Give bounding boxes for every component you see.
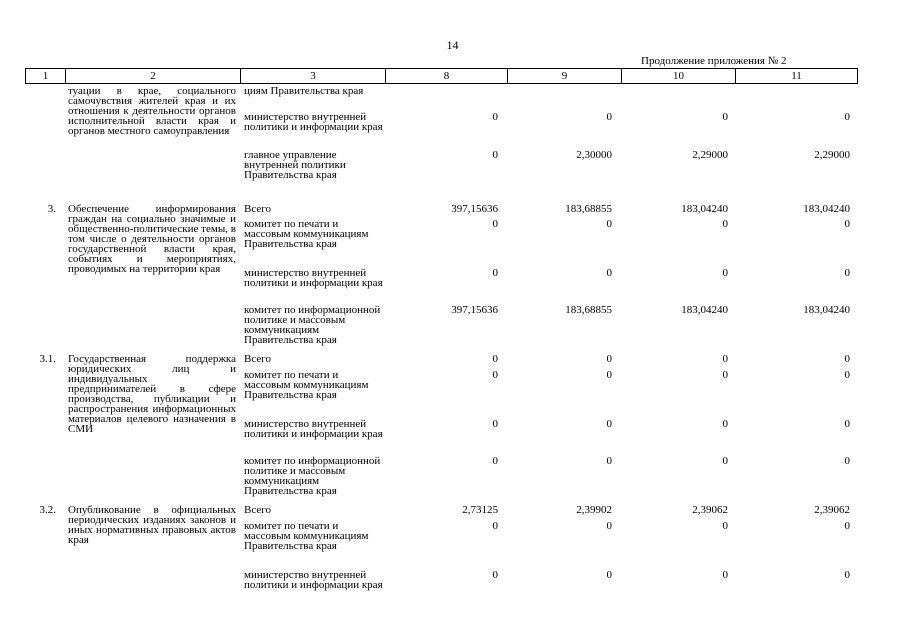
row-organization: комитет по печати и массовым коммуникациям Правительства края <box>244 520 369 552</box>
value-col-9: 0 <box>606 267 612 279</box>
row-description: туации в крае, социального самочувствия жителей края и их отношения к деятельности органов исполнительной власти края и органов местного самоуправления <box>68 85 236 137</box>
value-col-9: 0 <box>606 111 612 123</box>
value-col-11: 0 <box>844 111 850 123</box>
value-col-11: 0 <box>844 520 850 532</box>
value-col-10: 0 <box>722 267 728 279</box>
value-col-11: 0 <box>844 418 850 430</box>
value-col-11: 183,04240 <box>803 203 850 215</box>
column-header-row <box>26 69 858 84</box>
value-col-11: 0 <box>844 267 850 279</box>
row-description: Опубликование в официальных периодических изданиях законов и иных нормативных правовых актов края <box>68 504 236 546</box>
continuation-note: Продолжение приложения № 2 <box>641 55 787 67</box>
value-col-10: 0 <box>722 569 728 581</box>
column-header: 10 <box>622 69 736 84</box>
value-col-11: 0 <box>844 455 850 467</box>
value-col-8: 0 <box>492 418 498 430</box>
value-col-11: 0 <box>844 569 850 581</box>
column-header: 9 <box>508 69 622 84</box>
value-col-10: 0 <box>722 111 728 123</box>
value-col-8: 2,73125 <box>462 504 498 516</box>
value-col-8: 0 <box>492 353 498 365</box>
row-organization: комитет по информационной политике и массовым коммуникациям Правительства края <box>244 455 381 497</box>
value-col-10: 2,39062 <box>692 504 728 516</box>
value-col-9: 0 <box>606 218 612 230</box>
row-organization: комитет по информационной политике и массовым коммуникациям Правительства края <box>244 304 381 346</box>
value-col-10: 0 <box>722 218 728 230</box>
value-col-10: 0 <box>722 520 728 532</box>
row-organization: комитет по печати и массовым коммуникациям Правительства края <box>244 369 369 401</box>
row-organization: Всего <box>244 353 271 365</box>
row-description: Обеспечение информирования граждан на социально значимые и общественно-политические темы, в том числе о деятельности органов государственной власти края, событиях и мероприятиях, проводимых на территории края <box>68 203 236 275</box>
row-organization: главное управление внутренней политики Правительства края <box>244 149 346 181</box>
value-col-9: 0 <box>606 455 612 467</box>
value-col-10: 183,04240 <box>681 304 728 316</box>
value-col-11: 0 <box>844 218 850 230</box>
row-number: 3. <box>47 203 56 215</box>
value-col-8: 0 <box>492 455 498 467</box>
column-header: 8 <box>386 69 508 84</box>
row-organization: комитет по печати и массовым коммуникациям Правительства края <box>244 218 369 250</box>
column-header-table <box>25 68 858 84</box>
value-col-8: 0 <box>492 218 498 230</box>
value-col-11: 2,29000 <box>814 149 850 161</box>
value-col-11: 2,39062 <box>814 504 850 516</box>
row-organization: министерство внутренней политики и информации края <box>244 418 383 440</box>
value-col-11: 183,04240 <box>803 304 850 316</box>
value-col-9: 2,39902 <box>576 504 612 516</box>
value-col-10: 0 <box>722 369 728 381</box>
value-col-8: 0 <box>492 149 498 161</box>
value-col-10: 0 <box>722 353 728 365</box>
value-col-9: 0 <box>606 353 612 365</box>
row-description: Государственная поддержка юридических лиц и индивидуальных предпринимателей в сфере производства, публикации и распространения информационных материалов целевого назначения в СМИ <box>68 353 236 435</box>
column-header: 1 <box>26 69 66 84</box>
value-col-9: 0 <box>606 520 612 532</box>
row-organization: Всего <box>244 504 271 516</box>
column-header: 3 <box>241 69 386 84</box>
value-col-9: 183,68855 <box>565 203 612 215</box>
row-organization: циям Правительства края <box>244 85 364 97</box>
value-col-9: 183,68855 <box>565 304 612 316</box>
value-col-10: 183,04240 <box>681 203 728 215</box>
column-header: 2 <box>66 69 241 84</box>
value-col-10: 0 <box>722 455 728 467</box>
row-organization: министерство внутренней политики и информации края <box>244 569 383 591</box>
value-col-9: 0 <box>606 369 612 381</box>
row-organization: Всего <box>244 203 271 215</box>
value-col-9: 2,30000 <box>576 149 612 161</box>
value-col-10: 2,29000 <box>692 149 728 161</box>
value-col-8: 397,15636 <box>451 304 498 316</box>
value-col-11: 0 <box>844 369 850 381</box>
value-col-9: 0 <box>606 418 612 430</box>
value-col-8: 397,15636 <box>451 203 498 215</box>
row-number: 3.2. <box>39 504 56 516</box>
value-col-8: 0 <box>492 520 498 532</box>
page-number: 14 <box>446 38 459 52</box>
value-col-10: 0 <box>722 418 728 430</box>
row-organization: министерство внутренней политики и информации края <box>244 267 383 289</box>
value-col-8: 0 <box>492 267 498 279</box>
column-header: 11 <box>736 69 858 84</box>
value-col-9: 0 <box>606 569 612 581</box>
row-number: 3.1. <box>39 353 56 365</box>
value-col-8: 0 <box>492 569 498 581</box>
value-col-8: 0 <box>492 369 498 381</box>
value-col-8: 0 <box>492 111 498 123</box>
row-organization: министерство внутренней политики и информации края <box>244 111 383 133</box>
value-col-11: 0 <box>844 353 850 365</box>
